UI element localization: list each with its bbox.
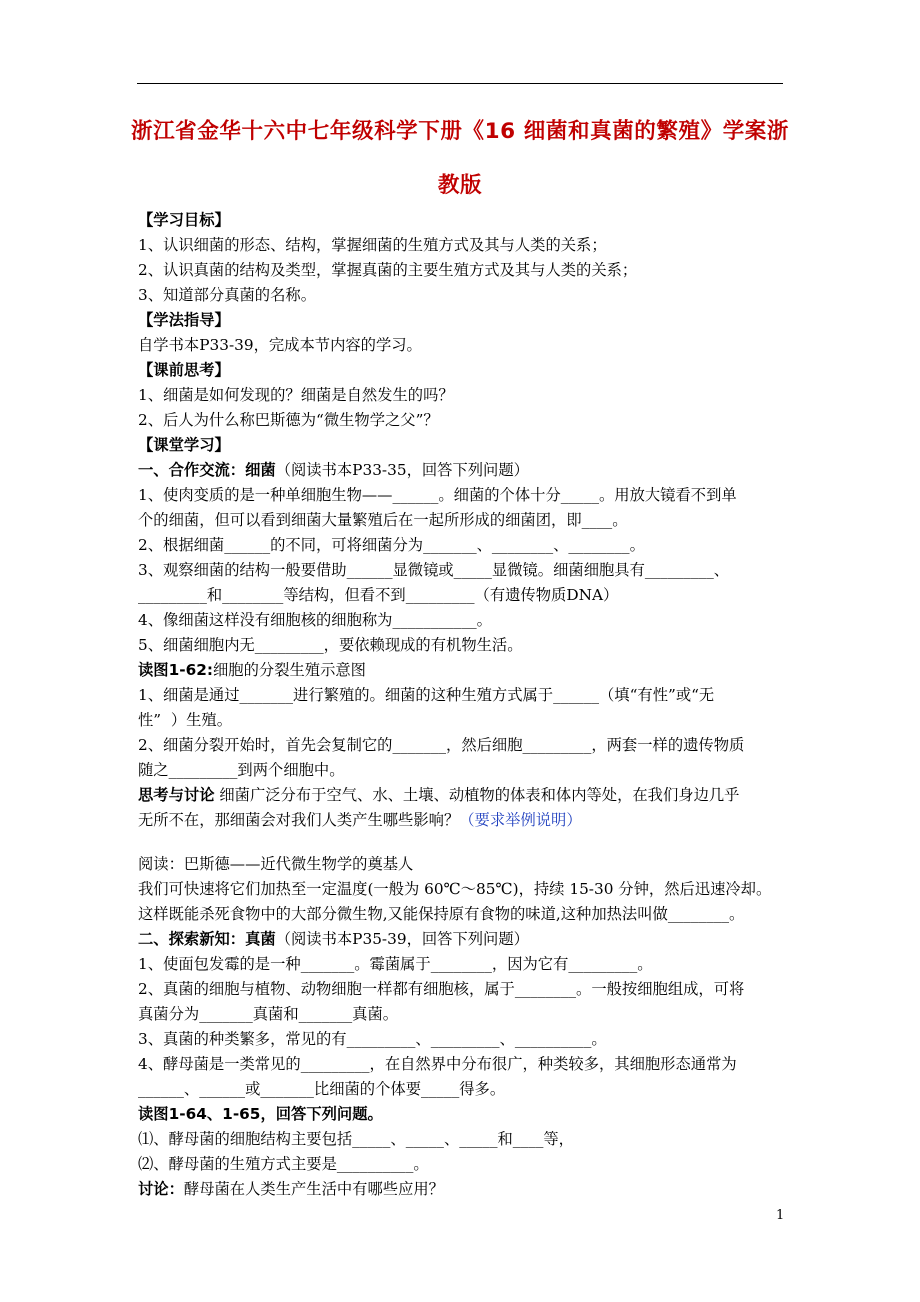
division-q2-line2: 随之_________到两个细胞中。	[138, 761, 345, 779]
page-title-line-2: 教版	[437, 173, 483, 198]
page-number: 1	[776, 1208, 785, 1223]
fungi-q1: 1、使面包发霉的是一种_______。霉菌属于________，因为它有_________。	[138, 955, 653, 973]
figure-1-62-heading	[138, 659, 366, 681]
figure-1-62-label: 读图1-62:	[138, 661, 213, 679]
division-q2-line1: 2、细菌分裂开始时，首先会复制它的_______，然后细胞_________，两套一样的遗传物质	[138, 736, 745, 754]
final-discussion-label: 讨论：	[138, 1180, 184, 1198]
section-two-note: （阅读书本P35-39，回答下列问题）	[275, 930, 529, 948]
goal-3: 3、知道部分真菌的名称。	[138, 286, 316, 304]
heading-study-guide: 【学法指导】	[138, 311, 230, 329]
heading-pre-class: 【课前思考】	[138, 361, 230, 379]
division-q1-line1: 1、细菌是通过_______进行繁殖的。细菌的这种生殖方式属于______（填“有性”或“无	[138, 686, 715, 704]
bacteria-q2: 2、根据细菌______的不同，可将细菌分为_______、________、________。	[138, 536, 645, 554]
fungi-q4-line2: ______、______或_______比细菌的个体要_____得多。	[138, 1080, 506, 1098]
fungi-q2-line2: 真菌分为_______真菌和_______真菌。	[138, 1005, 399, 1023]
fungi-q3: 3、真菌的种类繁多，常见的有_________、_________、__________。	[138, 1030, 607, 1048]
heading-learning-goals: 【学习目标】	[138, 211, 230, 229]
discussion-line1	[138, 784, 739, 806]
pre-class-q2: 2、后人为什么称巴斯德为“微生物学之父”？	[138, 411, 439, 429]
yeast-q1: ⑴、酵母菌的细胞结构主要包括_____、_____、_____和____等，	[138, 1130, 574, 1148]
section-two-title: 二、探索新知：真菌	[138, 930, 276, 948]
goal-1: 1、认识细菌的形态、结构，掌握细菌的生殖方式及其与人类的关系；	[138, 236, 607, 254]
yeast-q2: ⑵、酵母菌的生殖方式主要是__________。	[138, 1155, 429, 1173]
goal-2: 2、认识真菌的结构及类型，掌握真菌的主要生殖方式及其与人类的关系；	[138, 261, 638, 279]
discussion-note: （要求举例说明）	[459, 811, 582, 829]
page-title-line-1: 浙江省金华十六中七年级科学下册《16 细菌和真菌的繁殖》学案浙	[130, 119, 789, 144]
division-q1-line2: 性” ）生殖。	[138, 711, 233, 729]
reading-pasteur-line2: 这样既能杀死食物中的大部分微生物,又能保持原有食物的味道,这种加热法叫做________。	[138, 905, 745, 923]
heading-class-study: 【课堂学习】	[138, 436, 230, 454]
discussion-text: 细菌广泛分布于空气、水、土壤、动植物的体表和体内等处，在我们身边几乎	[214, 786, 740, 804]
bacteria-q1-line2: 个的细菌，但可以看到细菌大量繁殖后在一起所形成的细菌团，即____。	[138, 511, 628, 529]
bacteria-q3-line1: 3、观察细菌的结构一般要借助______显微镜或_____显微镜。细菌细胞具有_________、	[138, 561, 730, 579]
figure-1-62-caption: 细胞的分裂生殖示意图	[213, 661, 366, 679]
bacteria-q1-line1: 1、使肉变质的是一种单细胞生物——______。细菌的个体十分_____。用放大镜看不到单	[138, 486, 737, 504]
reading-pasteur-title: 阅读：巴斯德——近代微生物学的奠基人	[138, 855, 414, 873]
study-guide-text: 自学书本P33-39，完成本节内容的学习。	[138, 336, 422, 354]
section-one-heading	[138, 459, 529, 481]
discussion-line2	[138, 809, 582, 831]
bacteria-q4: 4、像细菌这样没有细胞核的细胞称为___________。	[138, 611, 492, 629]
discussion-label: 思考与讨论	[138, 786, 215, 804]
pre-class-q1: 1、细菌是如何发现的？细菌是自然发生的吗？	[138, 386, 454, 404]
bacteria-q3-line2: _________和________等结构，但看不到_________（有遗传物质DNA）	[138, 586, 619, 604]
section-one-note: （阅读书本P33-35，回答下列问题）	[275, 461, 529, 479]
final-discussion	[138, 1178, 444, 1200]
section-one-title: 一、合作交流：细菌	[138, 461, 276, 479]
fungi-q2-line1: 2、真菌的细胞与植物、动物细胞一样都有细胞核，属于________。一般按细胞组成，可将	[138, 980, 745, 998]
reading-pasteur-line1: 我们可快速将它们加热至一定温度(一般为 60℃～85℃)，持续 15-30 分钟，然后迅速冷却。	[138, 880, 772, 898]
final-discussion-text: 酵母菌在人类生产生活中有哪些应用？	[183, 1180, 444, 1198]
bacteria-q5: 5、细菌细胞内无_________，要依赖现成的有机物生活。	[138, 636, 523, 654]
discussion-text-2: 无所不在，那细菌会对我们人类产生哪些影响？	[138, 811, 460, 829]
figure-1-64-heading: 读图1-64、1-65，回答下列问题。	[138, 1105, 383, 1123]
header-rule	[137, 83, 783, 84]
fungi-q4-line1: 4、酵母菌是一类常见的_________，在自然界中分布很广，种类较多，其细胞形态通常为	[138, 1055, 737, 1073]
section-two-heading	[138, 928, 529, 950]
